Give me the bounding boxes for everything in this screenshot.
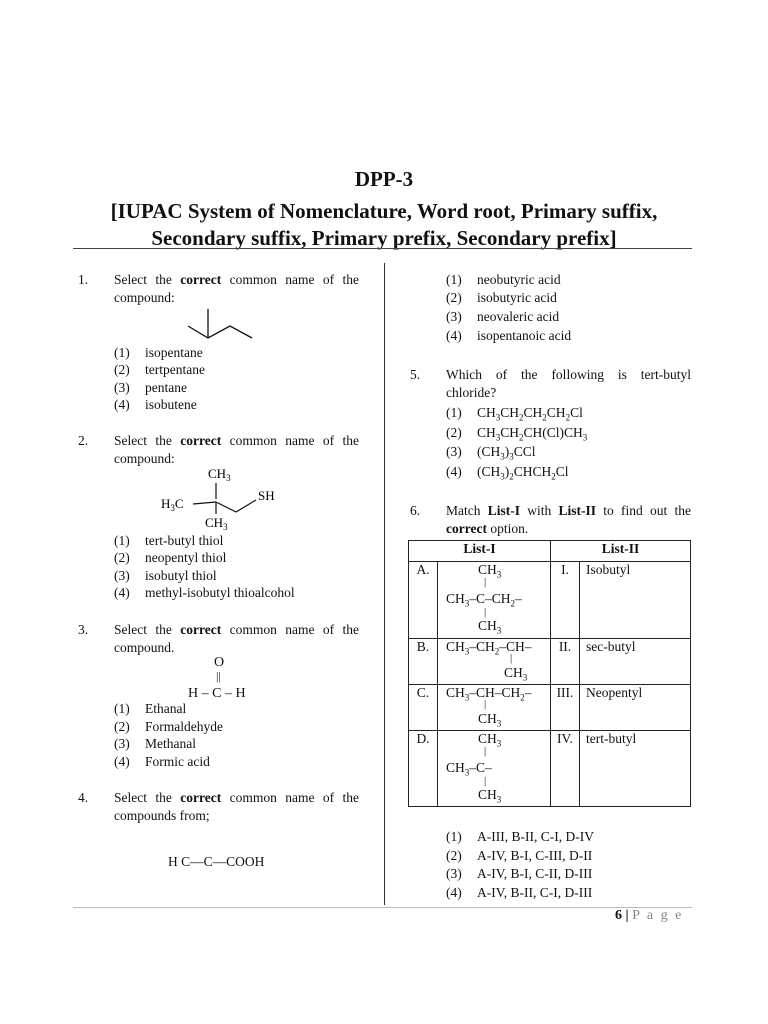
option-1[interactable]: [114, 532, 223, 550]
table-row: [409, 562, 691, 639]
option-number: (1): [446, 829, 462, 844]
option-4[interactable]: [446, 884, 592, 902]
row-name: Neopentyl: [580, 685, 691, 731]
page-label: P a g e: [632, 908, 684, 923]
text-segment: compound.: [114, 639, 175, 655]
option-text: tertpentane: [145, 362, 205, 377]
row-roman: III.: [551, 685, 580, 731]
option-number: (1): [114, 533, 130, 548]
text-segment: Select the: [114, 790, 172, 805]
option-number: (2): [446, 425, 462, 440]
option-3[interactable]: [446, 308, 559, 326]
page-number: 6: [615, 908, 622, 923]
text-segment: common name of the: [229, 622, 360, 637]
option-4[interactable]: [114, 584, 295, 602]
text-segment: option.: [490, 520, 529, 536]
option-1[interactable]: [114, 700, 186, 718]
page-title: DPP-3: [354, 167, 414, 191]
option-2[interactable]: [446, 847, 592, 865]
option-number: (4): [114, 397, 130, 412]
text-segment: compound:: [114, 289, 175, 305]
question-text: [446, 502, 691, 537]
option-number: (4): [446, 464, 462, 479]
option-number: (1): [446, 272, 462, 287]
option-number: (2): [114, 362, 130, 377]
question-text: [114, 789, 359, 824]
option-text: methyl-isobutyl thioalcohol: [145, 585, 295, 600]
option-3[interactable]: [114, 567, 217, 585]
option-text: Ethanal: [145, 701, 187, 716]
option-4[interactable]: [114, 396, 197, 414]
emphasis-text: List-I: [487, 503, 521, 518]
option-number: (2): [446, 290, 462, 305]
struct-oxygen: O: [214, 655, 225, 670]
struct-bottom-label: $CH_3$: [205, 515, 228, 532]
option-text: isopentane: [145, 345, 203, 360]
option-number: (4): [446, 328, 462, 343]
page-separator: |: [625, 908, 629, 923]
row-name: tert-butyl: [580, 731, 691, 807]
row-label: C.: [409, 685, 438, 731]
question-number: 2.: [78, 433, 89, 448]
question-text: [114, 432, 359, 467]
text-segment: compounds from;: [114, 807, 210, 823]
row-roman: IV.: [551, 731, 580, 807]
column-divider: [384, 263, 385, 905]
text-segment: to find out the: [603, 503, 692, 518]
option-text: pentane: [145, 380, 187, 395]
option-text: A-IV, B-I, C-III, D-II: [477, 848, 593, 863]
text-segment: Select the: [114, 622, 172, 637]
option-number: (2): [114, 719, 130, 734]
option-number: (3): [114, 736, 130, 751]
struct-top-label: $CH_3$: [208, 466, 231, 483]
option-text: tert-butyl thiol: [145, 533, 224, 548]
question-text: [114, 271, 359, 306]
option-number: (2): [446, 848, 462, 863]
emphasis-text: correct: [180, 272, 222, 287]
option-text: Formaldehyde: [145, 719, 223, 734]
text-segment: compound:: [114, 450, 175, 466]
option-text: A-IV, B-I, C-II, D-III: [477, 866, 593, 881]
structure-neopentyl-thiol: [158, 464, 288, 534]
question-number: 5.: [410, 367, 421, 382]
option-number: (4): [446, 885, 462, 900]
struct-right-label: SH: [258, 488, 275, 503]
skeletal-structure-isopentane: [178, 306, 258, 346]
option-number: (3): [114, 568, 130, 583]
header-list-2: List-II: [551, 541, 691, 562]
option-2[interactable]: [114, 361, 205, 379]
page-subtitle: [84, 198, 684, 252]
struct-formula: H C—C—COOH: [168, 854, 265, 869]
match-table: [408, 540, 691, 807]
structure-cell: $CH_3$ | $CH_3-C-$ | $CH_3$: [438, 731, 551, 807]
question-5: [410, 366, 694, 486]
option-2[interactable]: [446, 289, 557, 307]
header-divider: [73, 248, 692, 249]
text-segment: common name of the: [229, 790, 360, 805]
option-text: isobutene: [145, 397, 197, 412]
option-1[interactable]: [446, 271, 561, 289]
option-text: neobutyric acid: [477, 272, 561, 287]
table-row: [409, 731, 691, 807]
structure-cell: $CH_3-CH_2-CH-$ | $CH_3$: [438, 639, 551, 685]
option-number: (1): [114, 701, 130, 716]
row-name: sec-butyl: [580, 639, 691, 685]
emphasis-text: correct: [180, 790, 222, 805]
table-row: [409, 685, 691, 731]
option-3[interactable]: (3) $(CH_3)_3CCl$: [446, 444, 536, 462]
option-text: isopentanoic acid: [477, 328, 572, 343]
text-segment: Match: [446, 503, 481, 518]
emphasis-text: correct: [180, 622, 222, 637]
option-text: A-III, B-II, C-I, D-IV: [477, 829, 594, 844]
text-segment: with: [527, 503, 552, 518]
option-2[interactable]: [114, 549, 226, 567]
structure-cell: $CH_3-CH-CH_2-$ | $CH_3$: [438, 685, 551, 731]
text-segment: chloride?: [446, 384, 497, 400]
question-4-options: [410, 271, 694, 346]
question-text: [446, 366, 691, 401]
emphasis-text: correct: [180, 433, 222, 448]
option-number: (3): [114, 380, 130, 395]
question-number: 4.: [78, 790, 89, 805]
question-6: [410, 502, 694, 540]
struct-formula: H – C – H: [188, 686, 246, 701]
question-number: 1.: [78, 272, 89, 287]
question-3: [78, 621, 362, 776]
text-segment: Select the: [114, 433, 172, 448]
table-row: [409, 639, 691, 685]
option-4[interactable]: [446, 327, 571, 345]
option-number: (2): [114, 550, 130, 565]
text-segment: Select the: [114, 272, 172, 287]
option-text: isobutyl thiol: [145, 568, 217, 583]
row-label: D.: [409, 731, 438, 807]
text-segment: common name of the: [229, 433, 360, 448]
row-label: A.: [409, 562, 438, 639]
option-text: neopentyl thiol: [145, 550, 227, 565]
header-list-1: List-I: [409, 541, 551, 562]
option-number: (3): [446, 444, 462, 459]
text-segment: common name of the: [229, 272, 360, 287]
option-text: isobutyric acid: [477, 290, 557, 305]
option-number: (4): [114, 754, 130, 769]
option-number: (3): [446, 866, 462, 881]
question-2: [78, 432, 362, 607]
option-4[interactable]: [114, 753, 210, 771]
question-6-options: [410, 828, 694, 903]
subtitle-line-2: Secondary suffix, Primary prefix, Secondary prefix]: [151, 226, 617, 250]
struct-double-bond: ||: [216, 669, 221, 683]
emphasis-text: correct: [446, 520, 487, 536]
option-text: Formic acid: [145, 754, 210, 769]
table-header-row: [409, 541, 691, 562]
option-3[interactable]: [446, 865, 592, 883]
question-number: 3.: [78, 622, 89, 637]
row-label: B.: [409, 639, 438, 685]
option-3[interactable]: [114, 379, 187, 397]
page-footer: [615, 908, 683, 924]
option-number: (1): [114, 345, 130, 360]
footer-divider: [73, 907, 692, 908]
option-text: A-IV, B-II, C-I, D-III: [477, 885, 593, 900]
option-text: neovaleric acid: [477, 309, 560, 324]
option-text: Methanal: [145, 736, 196, 751]
subtitle-line-1: [IUPAC System of Nomenclature, Word root, Primary suffix,: [110, 199, 658, 223]
text-segment: Which of the following is tert-butyl: [446, 367, 691, 382]
row-name: Isobutyl: [580, 562, 691, 639]
struct-left-label: $H_3C$: [161, 496, 184, 513]
option-2[interactable]: (2) $CH_3CH_2CH(Cl)CH_3$: [446, 425, 588, 443]
option-3[interactable]: [114, 735, 196, 753]
option-number: (1): [446, 405, 462, 420]
question-4: [78, 789, 362, 879]
structure-cell: $CH_3$ | $CH_3-C-CH_2-$ | $CH_3$: [438, 562, 551, 639]
option-1[interactable]: (1) $CH_3CH_2CH_2CH_2Cl$: [446, 405, 583, 423]
question-1: [78, 271, 362, 421]
option-2[interactable]: [114, 718, 223, 736]
question-text: [114, 621, 359, 656]
option-4[interactable]: (4) $(CH_3)_2CHCH_2Cl$: [446, 464, 569, 482]
option-number: (3): [446, 309, 462, 324]
question-number: 6.: [410, 503, 421, 518]
option-1[interactable]: [446, 828, 594, 846]
option-number: (4): [114, 585, 130, 600]
row-roman: I.: [551, 562, 580, 639]
row-roman: II.: [551, 639, 580, 685]
emphasis-text: List-II: [558, 503, 597, 518]
option-1[interactable]: [114, 344, 203, 362]
